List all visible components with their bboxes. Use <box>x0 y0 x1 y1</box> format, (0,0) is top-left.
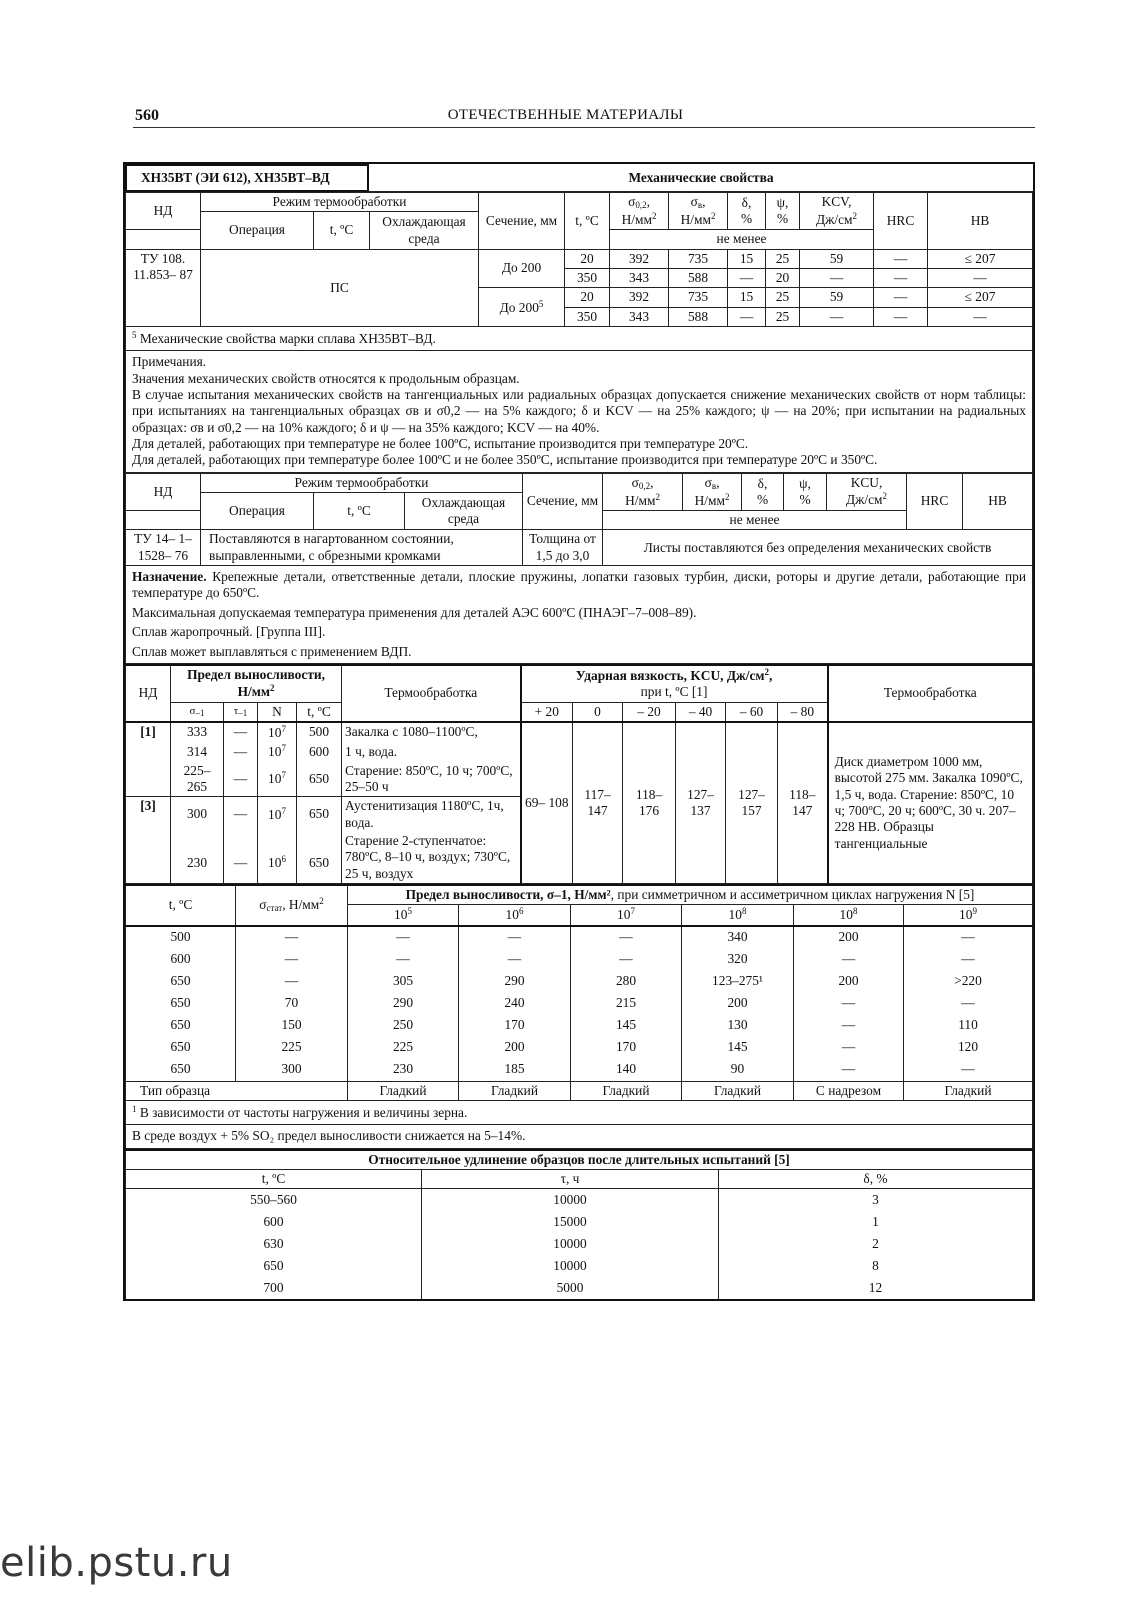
cell: 225– 265 <box>171 762 224 797</box>
cell: 215 <box>571 993 682 1015</box>
col-t: t, ºC <box>126 885 236 926</box>
nd-value: ТУ 108. 11.853– 87 <box>126 249 201 326</box>
specimen-type: Гладкий <box>459 1081 571 1100</box>
cycle-count: $10^7$ <box>571 905 682 926</box>
cell: 200 <box>459 1037 571 1059</box>
cell: 59 <box>800 249 874 268</box>
endurance-rows <box>126 926 1033 1082</box>
cell: $10^6$ <box>258 832 297 884</box>
cell: 650 <box>126 1015 236 1037</box>
cell: 170 <box>459 1015 571 1037</box>
cycle-count: $10^6$ <box>459 905 571 926</box>
cell: — <box>904 1059 1033 1082</box>
cell: — <box>571 926 682 949</box>
cell: — <box>794 1059 904 1082</box>
cell: 314 <box>171 742 224 761</box>
cell: — <box>794 993 904 1015</box>
cycle-count: $10^8$ <box>682 905 794 926</box>
heat-right: Диск диаметром 1000 мм, высотой 275 мм. Закалка 1090ºС, 1,5 ч, вода. Старение: 850ºС, 10 ч; 700ºС, 20 ч; 600ºС, 30 ч. 207–228 НВ. Образцы тангенциальные <box>828 722 1033 884</box>
purpose-line: Максимальная допускаемая температура применения для деталей АЭС 600ºС (ПНАЭГ–7–008–89). <box>132 604 697 620</box>
cell: 230 <box>171 832 224 884</box>
table-row <box>126 926 1033 949</box>
cell: 650 <box>126 1059 236 1082</box>
cell: 350 <box>565 269 610 288</box>
col-nd: НД <box>126 193 201 230</box>
col-regime: Режим термообработки <box>201 193 479 212</box>
heat-b1: Аустенитизация 1180ºС, 1ч, вода. <box>342 797 521 832</box>
mech-props-table-2 <box>125 473 1033 664</box>
cell: — <box>904 949 1033 971</box>
col-kcu: KCU, $Дж/см^2$ <box>827 473 907 510</box>
cell: 240 <box>459 993 571 1015</box>
col-delta: δ, % <box>742 473 784 510</box>
cell: 20 <box>565 249 610 268</box>
cell: 650 <box>126 993 236 1015</box>
section-title: Механические свойства <box>368 165 1033 191</box>
table-row <box>126 1255 1033 1277</box>
cell: 343 <box>610 307 669 326</box>
footnote-1: $^1$ В зависимости от частоты нагружения и величины зерна. <box>126 1101 1033 1125</box>
elongation-title: Относительное удлинение образцов после длительных испытаний [5] <box>126 1150 1033 1170</box>
cell: 3 <box>719 1189 1033 1212</box>
cell: — <box>794 1015 904 1037</box>
section-value: Толщина от 1,5 до 3,0 <box>523 530 603 566</box>
kcu-value: 118– 147 <box>778 722 828 884</box>
page-number: 560 <box>135 107 159 124</box>
cell: — <box>236 949 348 971</box>
cell: 5000 <box>422 1277 719 1299</box>
kcu-value: 118– 176 <box>623 722 676 884</box>
note-line: Для деталей, работающих при температуре не более 100ºС, испытание производится при температуре 20ºС. <box>132 436 749 452</box>
col-hb: HB <box>928 193 1033 250</box>
watermark: elib.pstu.ru <box>0 1540 233 1586</box>
col-sigmav: $\sigma_в$, $Н/мм^2$ <box>669 193 728 230</box>
material-grade: ХН35ВТ (ЭИ 612), ХН35ВТ–ВД <box>126 165 368 191</box>
nd-spacer <box>126 511 201 530</box>
col-t: t, ºC <box>126 1170 422 1189</box>
cell: 70 <box>236 993 348 1015</box>
regime-value: Поставляются в нагартованном состоянии, выправленными, с обрезными кромками <box>201 530 523 566</box>
cell: 8 <box>719 1255 1033 1277</box>
kcu-temp: – 60 <box>726 702 778 722</box>
purpose-line: Сплав жаропрочный. [Группа III]. <box>132 624 326 640</box>
cell: 185 <box>459 1059 571 1082</box>
col-heat-right: Термообработка <box>828 665 1033 722</box>
kcu-value: 69– 108 <box>521 722 573 884</box>
col-section: Сечение, мм <box>479 193 565 250</box>
cell: 290 <box>348 993 459 1015</box>
section-value-2: До $200^5$ <box>479 288 565 327</box>
cell: 700 <box>126 1277 422 1299</box>
cell: — <box>728 269 766 288</box>
col-delta: δ, % <box>719 1170 1033 1189</box>
col-hrc: HRC <box>874 193 928 250</box>
cell: — <box>874 288 928 307</box>
ref-3: [3] <box>126 797 171 884</box>
col-operation: Операция <box>201 212 314 249</box>
footnote-5: $^5$ Механические свойства марки сплава ХН35ВТ–ВД. <box>126 327 1033 351</box>
specimen-type: Гладкий <box>571 1081 682 1100</box>
heat-a1: Закалка с 1080–1100ºС, <box>342 722 521 742</box>
col-sigmav: $\sigma_в$, $Н/мм^2$ <box>683 473 742 510</box>
cell: 650 <box>126 1255 422 1277</box>
cell: 392 <box>610 288 669 307</box>
elongation-rows <box>126 1189 1033 1300</box>
note-line: Значения механических свойств относятся к продольным образцам. <box>132 370 520 386</box>
cell: 650 <box>297 832 342 884</box>
cell: — <box>874 269 928 288</box>
elongation-table <box>125 1149 1033 1300</box>
col-regime-temp: t, ºC <box>314 493 405 530</box>
cell: — <box>800 269 874 288</box>
cell: $10^7$ <box>258 722 297 742</box>
regime-value: ПС <box>201 249 479 326</box>
kcu-temp: – 80 <box>778 702 828 722</box>
cell: 150 <box>236 1015 348 1037</box>
col-psi: ψ, % <box>766 193 800 230</box>
cell: — <box>459 949 571 971</box>
section-value-1: До 200 <box>479 249 565 288</box>
cell: 110 <box>904 1015 1033 1037</box>
col-cooling: Охлаждающая среда <box>370 212 479 249</box>
col-sigma02: $\sigma_{0,2}$, $Н/мм^2$ <box>603 473 683 510</box>
not-less-label: не менее <box>603 511 907 530</box>
heat-b2: Старение 2-ступенчатое: 780ºС, 8–10 ч, воздух; 730ºС, 25 ч, воздух <box>342 832 521 884</box>
cell: 140 <box>571 1059 682 1082</box>
nd-value: ТУ 14– 1–1528– 76 <box>126 530 201 566</box>
col-endurance-title: Предел выносливости, σ–1, Н/мм², при симметричном и ассиметричном циклах нагружения N [5] <box>348 885 1033 905</box>
cell: 123–275¹ <box>682 971 794 993</box>
result-value: Листы поставляются без определения механических свойств <box>603 530 1033 566</box>
col-t: t, ºC <box>297 702 342 722</box>
cell: 225 <box>348 1037 459 1059</box>
cell: 90 <box>682 1059 794 1082</box>
note-line: В случае испытания механических свойств на тангенциальных или радиальных образцах допускается снижение механических свойств от норм таблицы: при испытаниях на тангенциальных образцах σв и σ0,2 — на 5% каждого; δ и KCV — на 25% каждого; ψ — на 20%; при испытании на радиальных образцах: σв и σ0,2 — на 10% каждого; δ и ψ — на 35% каждого; KCV — на 40%. <box>132 387 1026 435</box>
cell: 15000 <box>422 1211 719 1233</box>
cell: 650 <box>297 762 342 797</box>
cell: 500 <box>126 926 236 949</box>
purpose-line: Сплав может выплавляться с применением ВДП. <box>132 643 412 659</box>
cell: — <box>348 949 459 971</box>
col-delta: δ, % <box>728 193 766 230</box>
endurance-limit-table <box>125 884 1033 1149</box>
col-kcu: Ударная вязкость, KCU, $Дж/см^2$, при t, ºC [1] <box>521 665 828 702</box>
table-row <box>126 1277 1033 1299</box>
cell: 15 <box>728 288 766 307</box>
kcu-temp: + 20 <box>521 702 573 722</box>
cell: 200 <box>794 926 904 949</box>
cell: ≤ 207 <box>928 288 1033 307</box>
so2-note: В среде воздух + 5% SO₂ предел выносливости снижается на 5–14%. <box>126 1125 1033 1148</box>
cell: 170 <box>571 1037 682 1059</box>
col-heat: Термообработка <box>342 665 521 722</box>
cell: 10000 <box>422 1255 719 1277</box>
endurance-impact-table <box>125 664 1033 884</box>
cycle-count: $10^8$ <box>794 905 904 926</box>
cell: — <box>904 926 1033 949</box>
cell: 250 <box>348 1015 459 1037</box>
cell: 280 <box>571 971 682 993</box>
col-n: N <box>258 702 297 722</box>
header-rule <box>133 127 1035 128</box>
notes-title: Примечания. <box>132 354 207 370</box>
col-tau-1: $\tau_{-1}$ <box>224 702 258 722</box>
cycle-count: $10^9$ <box>904 905 1033 926</box>
cell: $10^7$ <box>258 742 297 761</box>
title-table <box>125 164 1033 192</box>
cell: 15 <box>728 249 766 268</box>
cell: — <box>874 307 928 326</box>
cell: 735 <box>669 249 728 268</box>
cell: — <box>236 971 348 993</box>
cell: — <box>794 949 904 971</box>
cell: — <box>928 307 1033 326</box>
specimen-type-label: Тип образца <box>126 1081 348 1100</box>
note-line: Для деталей, работающих при температуре более 100ºС и не более 350ºС, испытание производится при температуре 20ºС и 350ºС. <box>132 452 878 468</box>
col-sigma02: $\sigma_{0,2}$, $Н/мм^2$ <box>610 193 669 230</box>
running-title: ОТЕЧЕСТВЕННЫЕ МАТЕРИАЛЫ <box>447 107 684 123</box>
ref-1: [1] <box>126 722 171 797</box>
cell: 230 <box>348 1059 459 1082</box>
cell: 225 <box>236 1037 348 1059</box>
cell: 200 <box>794 971 904 993</box>
table-row <box>126 949 1033 971</box>
cell: — <box>571 949 682 971</box>
cell: — <box>904 993 1033 1015</box>
purpose-label: Назначение. <box>132 569 207 585</box>
col-operation: Операция <box>201 493 314 530</box>
not-less-label: не менее <box>610 230 874 249</box>
col-temp: t, ºC <box>565 193 610 250</box>
specimen-type: Гладкий <box>682 1081 794 1100</box>
cell: — <box>348 926 459 949</box>
col-cooling: Охлаждающая среда <box>405 493 523 530</box>
col-kcv: KCV, $Дж/см^2$ <box>800 193 874 230</box>
notes-block <box>126 351 1033 472</box>
cell: 350 <box>565 307 610 326</box>
specimen-type: С надрезом <box>794 1081 904 1100</box>
cell: 550–560 <box>126 1189 422 1212</box>
cell: 1 <box>719 1211 1033 1233</box>
table-row <box>126 993 1033 1015</box>
cell: 392 <box>610 249 669 268</box>
cell: 20 <box>565 288 610 307</box>
cell: 300 <box>236 1059 348 1082</box>
specimen-type: Гладкий <box>348 1081 459 1100</box>
cell: 340 <box>682 926 794 949</box>
cell: — <box>928 269 1033 288</box>
cell: 500 <box>297 722 342 742</box>
col-regime-temp: t, ºC <box>314 212 370 249</box>
col-sigma-1: $\sigma_{-1}$ <box>171 702 224 722</box>
col-endurance: Предел выносливости, $Н/мм^2$ <box>171 665 342 702</box>
cell: $10^7$ <box>258 762 297 797</box>
cell: 25 <box>766 288 800 307</box>
cell: 650 <box>126 971 236 993</box>
cell: 600 <box>126 1211 422 1233</box>
col-nd: НД <box>126 665 171 722</box>
material-card <box>123 162 1035 1301</box>
cell: — <box>874 249 928 268</box>
nd-spacer <box>126 230 201 249</box>
heat-a2: 1 ч, вода. <box>342 742 521 761</box>
cell: — <box>224 722 258 742</box>
cell: 145 <box>682 1037 794 1059</box>
col-nd: НД <box>126 473 201 510</box>
kcu-temp: – 40 <box>676 702 726 722</box>
cell: $10^7$ <box>258 797 297 832</box>
cell: 343 <box>610 269 669 288</box>
kcu-temp: – 20 <box>623 702 676 722</box>
mech-props-table-1 <box>125 192 1033 473</box>
cell: >220 <box>904 971 1033 993</box>
cell: 200 <box>682 993 794 1015</box>
cell: 588 <box>669 307 728 326</box>
cell: 2 <box>719 1233 1033 1255</box>
col-regime: Режим термообработки <box>201 473 523 492</box>
specimen-type: Гладкий <box>904 1081 1033 1100</box>
cell: ≤ 207 <box>928 249 1033 268</box>
cell: 305 <box>348 971 459 993</box>
table-row <box>126 1015 1033 1037</box>
col-section: Сечение, мм <box>523 473 603 530</box>
cell: — <box>800 307 874 326</box>
table-row <box>126 1211 1033 1233</box>
col-tau: τ, ч <box>422 1170 719 1189</box>
cell: 290 <box>459 971 571 993</box>
cell: 630 <box>126 1233 422 1255</box>
table-row <box>126 1037 1033 1059</box>
cell: 59 <box>800 288 874 307</box>
col-hrc: HRC <box>907 473 963 530</box>
cell: 12 <box>719 1277 1033 1299</box>
cell: — <box>224 797 258 832</box>
cycle-count: $10^5$ <box>348 905 459 926</box>
table-row <box>126 1059 1033 1082</box>
cell: — <box>794 1037 904 1059</box>
cell: 10000 <box>422 1233 719 1255</box>
cell: — <box>224 762 258 797</box>
cell: 320 <box>682 949 794 971</box>
cell: — <box>236 926 348 949</box>
heat-a3: Старение: 850ºС, 10 ч; 700ºС, 25–50 ч <box>342 762 521 797</box>
cell: — <box>224 742 258 761</box>
cell: 145 <box>571 1015 682 1037</box>
cell: 600 <box>297 742 342 761</box>
cell: 10000 <box>422 1189 719 1212</box>
purpose-block <box>126 566 1033 664</box>
cell: 25 <box>766 307 800 326</box>
table-row <box>126 1189 1033 1212</box>
cell: 300 <box>171 797 224 832</box>
cell: 650 <box>126 1037 236 1059</box>
cell: 120 <box>904 1037 1033 1059</box>
cell: 600 <box>126 949 236 971</box>
table-row <box>126 1233 1033 1255</box>
kcu-value: 117– 147 <box>573 722 623 884</box>
cell: — <box>728 307 766 326</box>
cell: 333 <box>171 722 224 742</box>
cell: 25 <box>766 249 800 268</box>
purpose-line: Назначение. Крепежные детали, ответственные детали, плоские пружины, лопатки газовых турбин, диски, роторы и другие детали, работающие при температуре до 650ºС. <box>132 569 1026 601</box>
col-psi: ψ, % <box>784 473 827 510</box>
kcu-value: 127– 157 <box>726 722 778 884</box>
col-hb: HB <box>963 473 1033 530</box>
kcu-value: 127– 137 <box>676 722 726 884</box>
col-stat: $\sigma_{стат}$, $Н/мм^2$ <box>236 885 348 926</box>
cell: 735 <box>669 288 728 307</box>
table-row <box>126 971 1033 993</box>
cell: — <box>224 832 258 884</box>
cell: — <box>459 926 571 949</box>
cell: 20 <box>766 269 800 288</box>
cell: 130 <box>682 1015 794 1037</box>
kcu-temp: 0 <box>573 702 623 722</box>
cell: 588 <box>669 269 728 288</box>
cell: 650 <box>297 797 342 832</box>
